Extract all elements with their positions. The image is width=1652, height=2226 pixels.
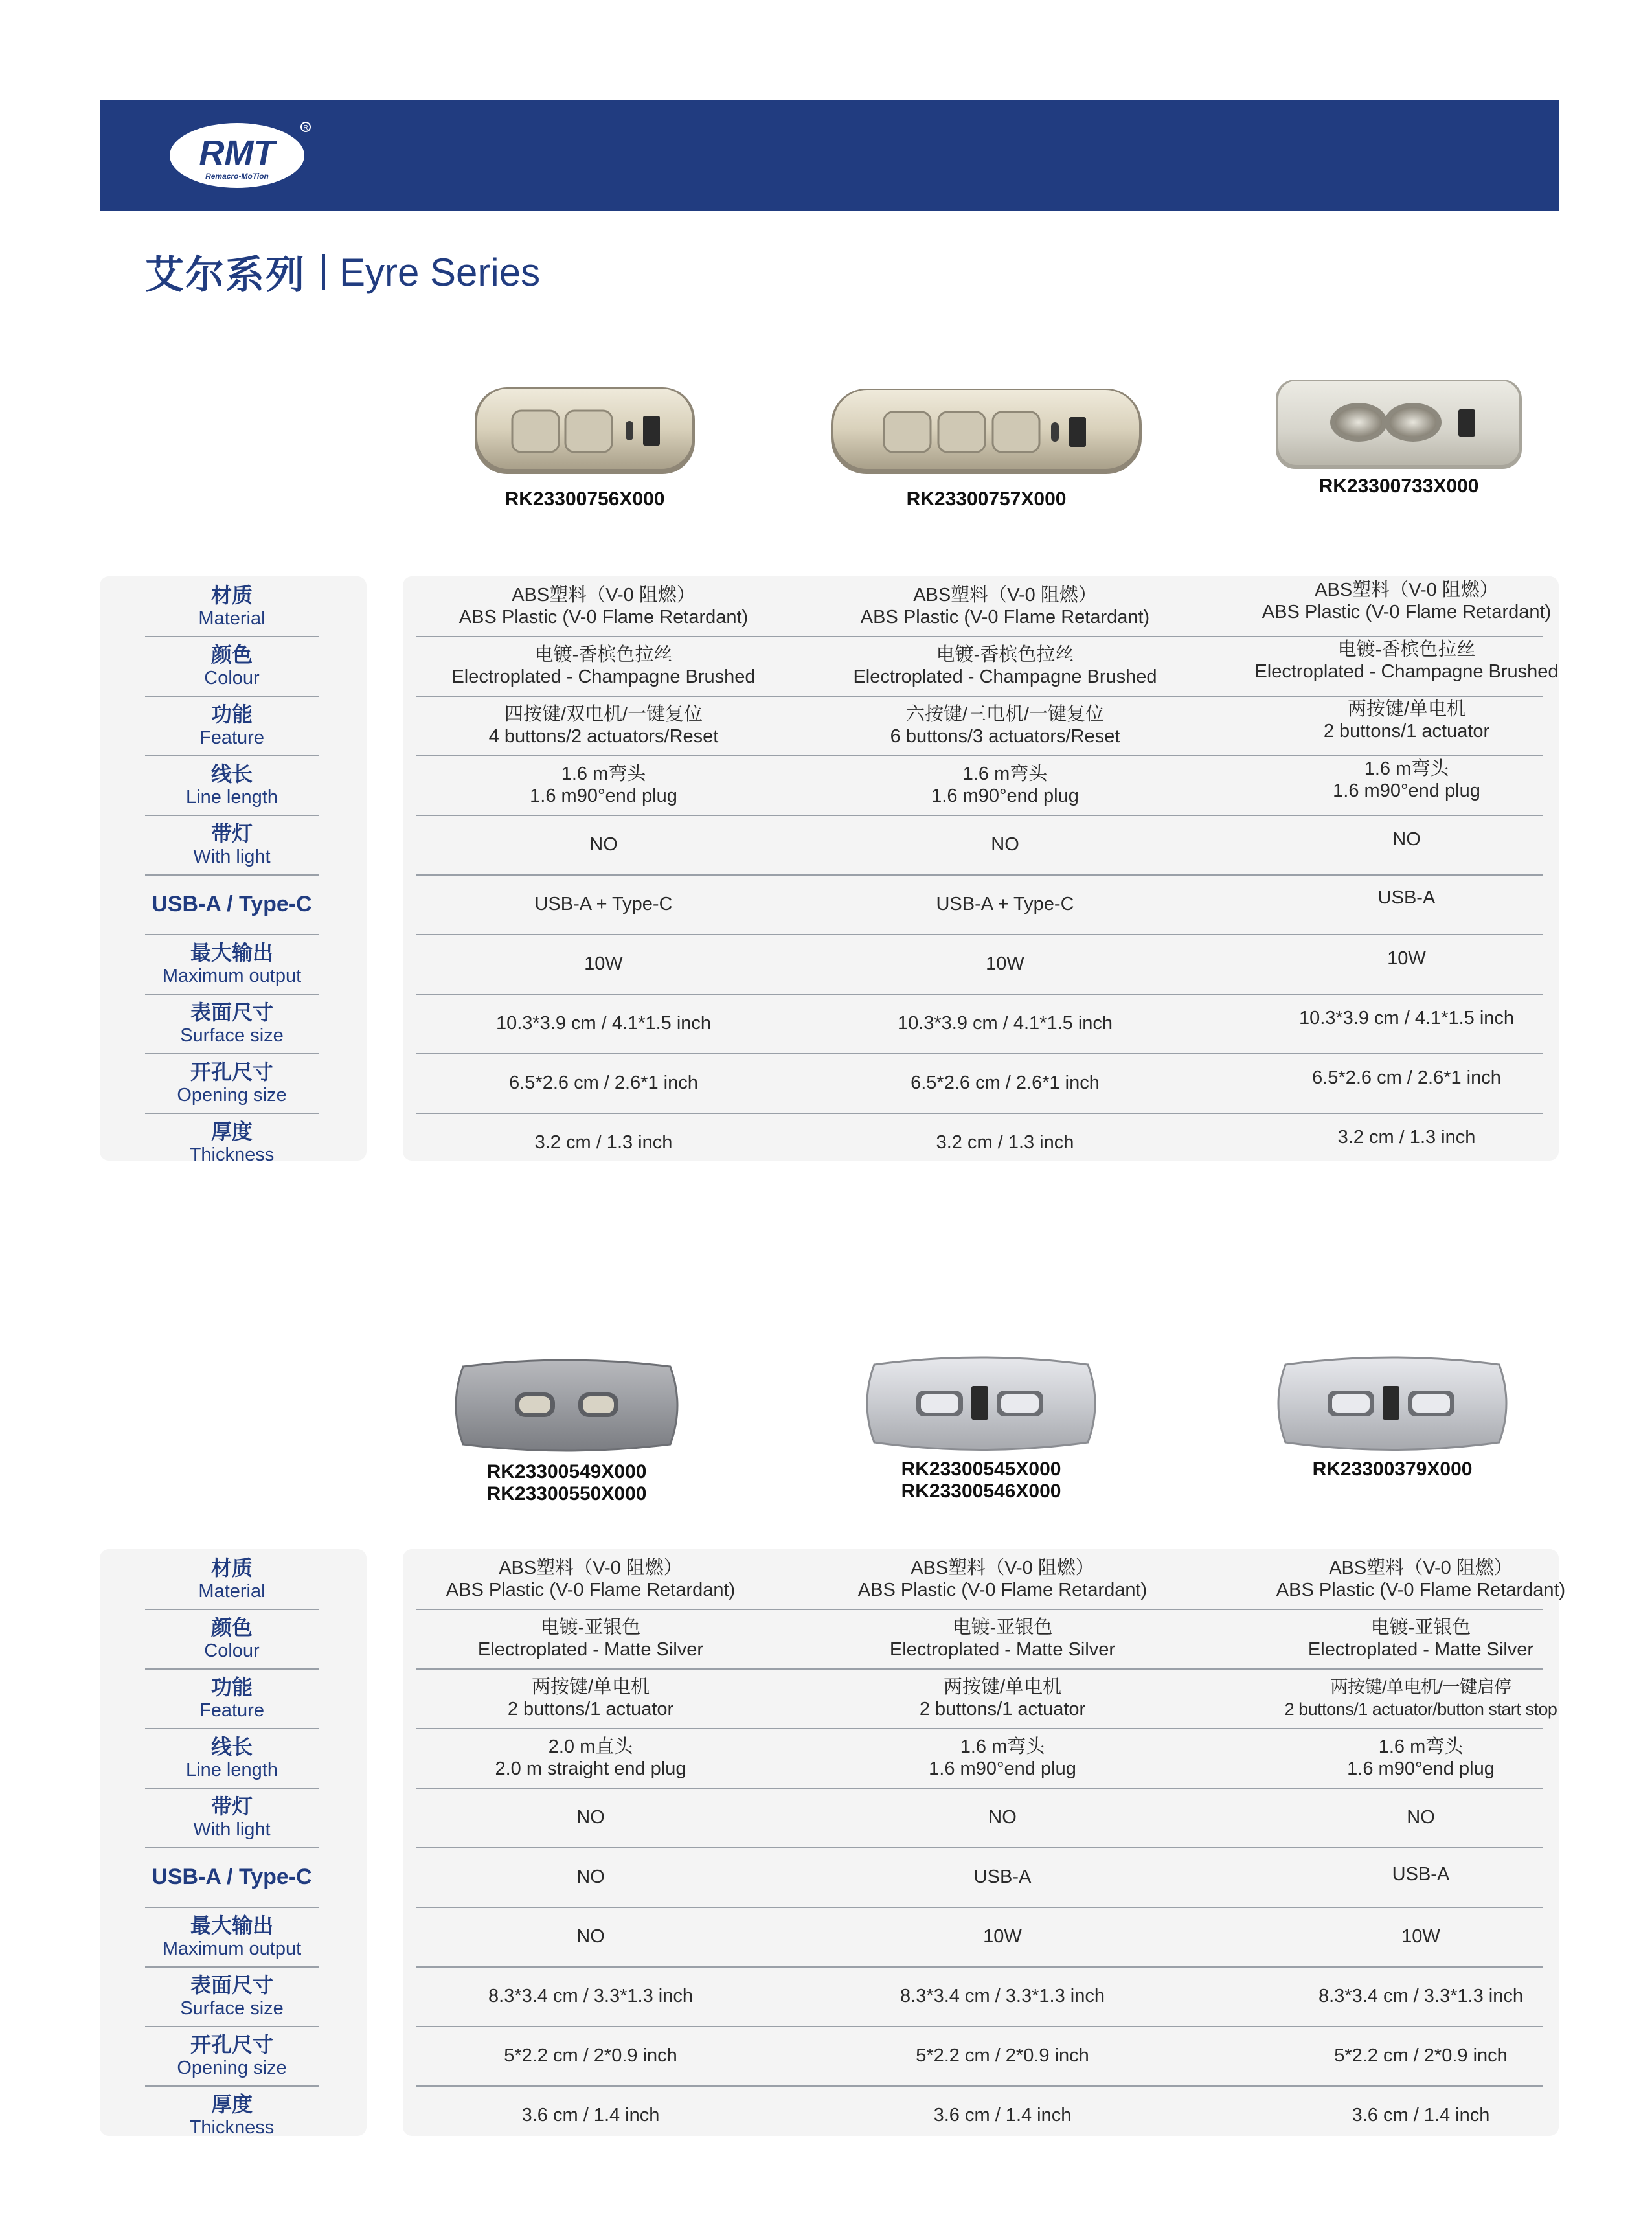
cell xyxy=(416,696,791,755)
row-thickness xyxy=(416,1113,1543,1172)
product-code: RK23300733X000 xyxy=(1318,475,1479,497)
cell xyxy=(403,1549,778,1609)
row-line-length xyxy=(416,755,1543,816)
title-en: Eyre Series xyxy=(339,250,541,294)
cell-text: 电镀-亚银色 xyxy=(540,1617,641,1638)
title-divider xyxy=(322,254,325,290)
cell-text: 10W xyxy=(983,1926,1022,1947)
cell xyxy=(1219,868,1594,927)
product-image xyxy=(855,1350,1107,1457)
cell-text: USB-A + Type-C xyxy=(936,894,1074,914)
cell xyxy=(403,2085,778,2145)
product-image xyxy=(824,382,1148,479)
cell xyxy=(817,934,1193,994)
label-surface-size: 表面尺寸 Surface size xyxy=(145,1966,319,2027)
cell-text: 8.3*3.4 cm / 3.3*1.3 inch xyxy=(488,1986,693,2006)
cell-text: 10W xyxy=(584,953,623,974)
row-line-length xyxy=(416,1728,1543,1789)
cell xyxy=(1219,1107,1594,1167)
cell-text: 1.6 m90°end plug xyxy=(931,786,1079,806)
cell-text: 电镀-亚银色 xyxy=(1370,1617,1471,1638)
cell xyxy=(1219,571,1594,631)
cell-text: NO xyxy=(576,1867,605,1887)
cell-text: USB-A xyxy=(1392,1864,1450,1885)
row-colour xyxy=(416,1609,1543,1670)
row-with-light xyxy=(416,1788,1543,1848)
spec-data-panel-1 xyxy=(403,576,1559,1161)
cell-text: ABS塑料（V-0 阻燃） xyxy=(512,585,696,606)
cell xyxy=(416,934,791,994)
cell-text: USB-A + Type-C xyxy=(534,894,673,914)
cell xyxy=(815,1788,1190,1847)
cell xyxy=(1219,810,1594,869)
page-title xyxy=(145,246,540,298)
cell xyxy=(817,755,1193,815)
product-code: RK23300756X000 xyxy=(504,488,665,510)
title-zh: 艾尔系列 xyxy=(145,253,306,298)
label-with-light: 带灯 With light xyxy=(145,815,319,876)
row-usb xyxy=(416,874,1543,935)
cell-text: 1.6 m90°end plug xyxy=(1333,780,1480,801)
cell xyxy=(1233,1788,1609,1847)
cell-text: 1.6 m弯头 xyxy=(960,1736,1045,1757)
cell xyxy=(403,1966,778,2026)
cell-text: 2.0 m straight end plug xyxy=(495,1758,686,1779)
cell-text: NO xyxy=(1407,1807,1435,1828)
cell-text: 2 buttons/1 actuator/button start stop xyxy=(1284,1699,1557,1719)
cell xyxy=(817,815,1193,874)
cell xyxy=(815,1847,1190,1907)
svg-text:R: R xyxy=(303,124,308,131)
label-opening-size: 开孔尺寸 Opening size xyxy=(145,2026,319,2087)
cell-text: Electroplated - Champagne Brushed xyxy=(451,666,756,687)
row-colour xyxy=(416,636,1559,697)
cell-text: 3.2 cm / 1.3 inch xyxy=(936,1132,1074,1153)
cell xyxy=(817,994,1193,1053)
cell-text: 10.3*3.9 cm / 4.1*1.5 inch xyxy=(897,1013,1113,1034)
cell-text: Electroplated - Champagne Brushed xyxy=(853,666,1157,687)
cell-text: 6 buttons/3 actuators/Reset xyxy=(890,726,1120,747)
product-code-2: RK23300550X000 xyxy=(486,1483,647,1505)
cell-text: 2 buttons/1 actuator xyxy=(1323,721,1490,742)
header-bar xyxy=(100,100,1559,211)
cell-text: 3.2 cm / 1.3 inch xyxy=(534,1132,673,1153)
label-material: 材质 Material xyxy=(145,576,319,637)
row-max-output xyxy=(416,934,1543,995)
cell-text: 10W xyxy=(1401,1926,1440,1947)
cell-text: 1.6 m弯头 xyxy=(561,764,646,784)
cell-text: ABS Plastic (V-0 Flame Retardant) xyxy=(446,1580,736,1600)
product-image xyxy=(462,382,708,479)
cell xyxy=(817,1113,1193,1172)
cell-text: 10W xyxy=(1387,948,1426,969)
label-opening-size: 开孔尺寸 Opening size xyxy=(145,1053,319,1114)
cell xyxy=(1219,1048,1594,1107)
cell-text: ABS塑料（V-0 阻燃） xyxy=(911,1558,1094,1578)
cell xyxy=(416,994,791,1053)
label-colour: 颜色 Colour xyxy=(145,636,319,697)
cell-text: 2 buttons/1 actuator xyxy=(919,1699,1086,1720)
cell-text: 6.5*2.6 cm / 2.6*1 inch xyxy=(1312,1067,1501,1088)
cell xyxy=(815,1668,1190,1728)
product-code: RK23300549X000 xyxy=(486,1461,647,1482)
label-max-output: 最大输出 Maximum output xyxy=(145,934,319,995)
cell-text: 电镀-香槟色拉丝 xyxy=(936,644,1074,665)
cell-text: 2 buttons/1 actuator xyxy=(507,1699,674,1720)
label-colour: 颜色 Colour xyxy=(145,1609,319,1670)
cell xyxy=(815,2085,1190,2145)
cell-text: 两按键/单电机 xyxy=(1347,699,1466,720)
row-feature xyxy=(416,1668,1557,1729)
label-usb: USB-A / Type-C xyxy=(145,1847,319,1908)
cell xyxy=(403,1728,778,1788)
cell xyxy=(416,755,791,815)
cell-text: 1.6 m90°end plug xyxy=(530,786,677,806)
cell xyxy=(416,576,791,636)
cell xyxy=(403,1668,778,1728)
label-with-light: 带灯 With light xyxy=(145,1788,319,1848)
cell-text: 3.6 cm / 1.4 inch xyxy=(933,2105,1072,2126)
row-opening-size xyxy=(416,1053,1543,1114)
rmt-logo xyxy=(164,117,313,193)
cell-text: Electroplated - Matte Silver xyxy=(1307,1639,1534,1660)
cell-text: ABS塑料（V-0 阻燃） xyxy=(1315,580,1499,600)
cell-text: 电镀-香槟色拉丝 xyxy=(1337,639,1476,660)
cell xyxy=(815,1728,1190,1788)
cell xyxy=(815,1549,1190,1609)
row-material xyxy=(416,1549,1566,1610)
cell xyxy=(815,1907,1190,1966)
cell-text: 两按键/单电机 xyxy=(943,1677,1062,1698)
label-material: 材质 Material xyxy=(145,1549,319,1610)
row-usb xyxy=(416,1847,1543,1908)
cell xyxy=(817,1053,1193,1113)
cell-text: 6.5*2.6 cm / 2.6*1 inch xyxy=(911,1073,1100,1093)
cell xyxy=(416,1113,791,1172)
cell-text: 电镀-亚银色 xyxy=(952,1617,1053,1638)
cell xyxy=(403,1907,778,1966)
cell-text: 两按键/单电机/一键启停 xyxy=(1330,1677,1511,1697)
cell xyxy=(817,636,1193,696)
cell-text: Electroplated - Matte Silver xyxy=(477,1639,704,1660)
cell-text: 3.6 cm / 1.4 inch xyxy=(521,2105,660,2126)
cell-text: ABS塑料（V-0 阻燃） xyxy=(913,585,1097,606)
product-code: RK23300757X000 xyxy=(906,488,1067,510)
cell-text: NO xyxy=(576,1807,605,1828)
cell xyxy=(403,1609,778,1668)
cell-text: NO xyxy=(576,1926,605,1947)
label-thickness: 厚度 Thickness xyxy=(189,1119,275,1165)
cell-text: NO xyxy=(991,834,1019,855)
spec-label-panel-2 xyxy=(100,1549,367,2136)
product-2 xyxy=(786,382,1187,510)
product-image xyxy=(1269,376,1528,473)
product-5 xyxy=(780,1350,1182,1503)
label-feature: 功能 Feature xyxy=(145,696,319,756)
label-surface-size: 表面尺寸 Surface size xyxy=(145,994,319,1054)
cell xyxy=(817,874,1193,934)
cell-text: 3.2 cm / 1.3 inch xyxy=(1337,1127,1476,1148)
cell xyxy=(1233,2085,1609,2145)
cell xyxy=(1233,1668,1609,1728)
cell xyxy=(1233,2026,1609,2085)
cell-text: ABS Plastic (V-0 Flame Retardant) xyxy=(458,607,749,628)
cell-text: ABS Plastic (V-0 Flame Retardant) xyxy=(860,607,1150,628)
cell xyxy=(1219,750,1594,810)
cell xyxy=(1233,1845,1609,1904)
row-surface-size xyxy=(416,1966,1543,2027)
cell-text: ABS塑料（V-0 阻燃） xyxy=(1329,1558,1513,1578)
cell-text: 5*2.2 cm / 2*0.9 inch xyxy=(916,2045,1089,2066)
cell xyxy=(1233,1609,1609,1668)
cell-text: 四按键/双电机/一键复位 xyxy=(504,704,703,725)
cell-text: NO xyxy=(1392,829,1421,850)
cell-text: ABS Plastic (V-0 Flame Retardant) xyxy=(1262,602,1552,622)
cell-text: 1.6 m90°end plug xyxy=(1347,1758,1495,1779)
cell xyxy=(1219,690,1594,750)
cell-text: 1.6 m弯头 xyxy=(1364,758,1449,779)
cell-text: 两按键/单电机 xyxy=(531,1677,650,1698)
cell-text: 六按键/三电机/一键复位 xyxy=(905,704,1105,725)
row-surface-size xyxy=(416,994,1543,1054)
cell-text: NO xyxy=(988,1807,1017,1828)
cell xyxy=(416,1053,791,1113)
cell-text: 8.3*3.4 cm / 3.3*1.3 inch xyxy=(900,1986,1105,2006)
cell xyxy=(416,636,791,696)
row-thickness xyxy=(416,2085,1543,2145)
label-line-length: 线长 Line length xyxy=(145,1728,319,1789)
cell xyxy=(815,1966,1190,2026)
spec-label-panel-1 xyxy=(100,576,367,1165)
cell-text: 5*2.2 cm / 2*0.9 inch xyxy=(504,2045,677,2066)
cell xyxy=(1233,1728,1609,1788)
cell-text: 10W xyxy=(986,953,1024,974)
spec-data-panel-2 xyxy=(403,1549,1566,2136)
product-code: RK23300379X000 xyxy=(1312,1459,1473,1480)
product-image xyxy=(444,1354,690,1457)
row-material xyxy=(416,576,1552,637)
cell xyxy=(1233,1907,1609,1966)
cell-text: ABS Plastic (V-0 Flame Retardant) xyxy=(857,1580,1148,1600)
product-4 xyxy=(366,1354,767,1505)
cell-text: USB-A xyxy=(1377,887,1436,908)
cell-text: 电镀-香槟色拉丝 xyxy=(534,644,673,665)
cell xyxy=(416,874,791,934)
svg-text:RMT: RMT xyxy=(199,133,275,172)
cell-text: 1.6 m90°end plug xyxy=(929,1758,1076,1779)
cell xyxy=(815,1609,1190,1668)
cell xyxy=(403,2026,778,2085)
cell-text: 4 buttons/2 actuators/Reset xyxy=(488,726,719,747)
cell-text: 6.5*2.6 cm / 2.6*1 inch xyxy=(509,1073,698,1093)
cell-text: 5*2.2 cm / 2*0.9 inch xyxy=(1334,2045,1508,2066)
cell xyxy=(416,815,791,874)
label-usb: USB-A / Type-C xyxy=(145,874,319,935)
cell-text: ABS Plastic (V-0 Flame Retardant) xyxy=(1276,1580,1566,1600)
product-image xyxy=(1266,1350,1519,1457)
cell xyxy=(815,2026,1190,2085)
svg-text:Remacro-MoTion: Remacro-MoTion xyxy=(205,172,269,181)
row-with-light xyxy=(416,815,1543,876)
cell-text: 10.3*3.9 cm / 4.1*1.5 inch xyxy=(495,1013,712,1034)
cell-text: 1.6 m弯头 xyxy=(1378,1736,1464,1757)
label-line-length: 线长 Line length xyxy=(145,755,319,816)
cell xyxy=(817,576,1193,636)
cell xyxy=(817,696,1193,755)
row-opening-size xyxy=(416,2026,1543,2087)
label-max-output: 最大输出 Maximum output xyxy=(145,1907,319,1968)
product-code: RK23300545X000 xyxy=(901,1459,1061,1480)
cell-text: 3.6 cm / 1.4 inch xyxy=(1352,2105,1490,2126)
cell-text: Electroplated - Matte Silver xyxy=(889,1639,1116,1660)
cell xyxy=(1233,1966,1609,2026)
cell xyxy=(1219,988,1594,1048)
cell xyxy=(403,1788,778,1847)
cell-text: 2.0 m直头 xyxy=(548,1736,633,1757)
label-feature: 功能 Feature xyxy=(145,1668,319,1729)
cell xyxy=(1219,929,1594,988)
cell-text: ABS塑料（V-0 阻燃） xyxy=(499,1558,683,1578)
product-1 xyxy=(384,382,786,510)
product-code-2: RK23300546X000 xyxy=(901,1481,1061,1502)
cell xyxy=(403,1847,778,1907)
row-max-output xyxy=(416,1907,1543,1968)
row-feature xyxy=(416,696,1543,756)
cell xyxy=(1233,1549,1609,1609)
cell-text: 10.3*3.9 cm / 4.1*1.5 inch xyxy=(1298,1008,1515,1028)
cell-text: 8.3*3.4 cm / 3.3*1.3 inch xyxy=(1318,1986,1523,2006)
product-3 xyxy=(1198,376,1600,497)
cell-text: Electroplated - Champagne Brushed xyxy=(1254,661,1559,682)
cell xyxy=(1219,631,1594,690)
label-thickness: 厚度 Thickness xyxy=(189,2092,275,2138)
cell-text: 1.6 m弯头 xyxy=(962,764,1048,784)
cell-text: USB-A xyxy=(973,1867,1032,1887)
product-6 xyxy=(1192,1350,1593,1481)
cell-text: NO xyxy=(589,834,618,855)
